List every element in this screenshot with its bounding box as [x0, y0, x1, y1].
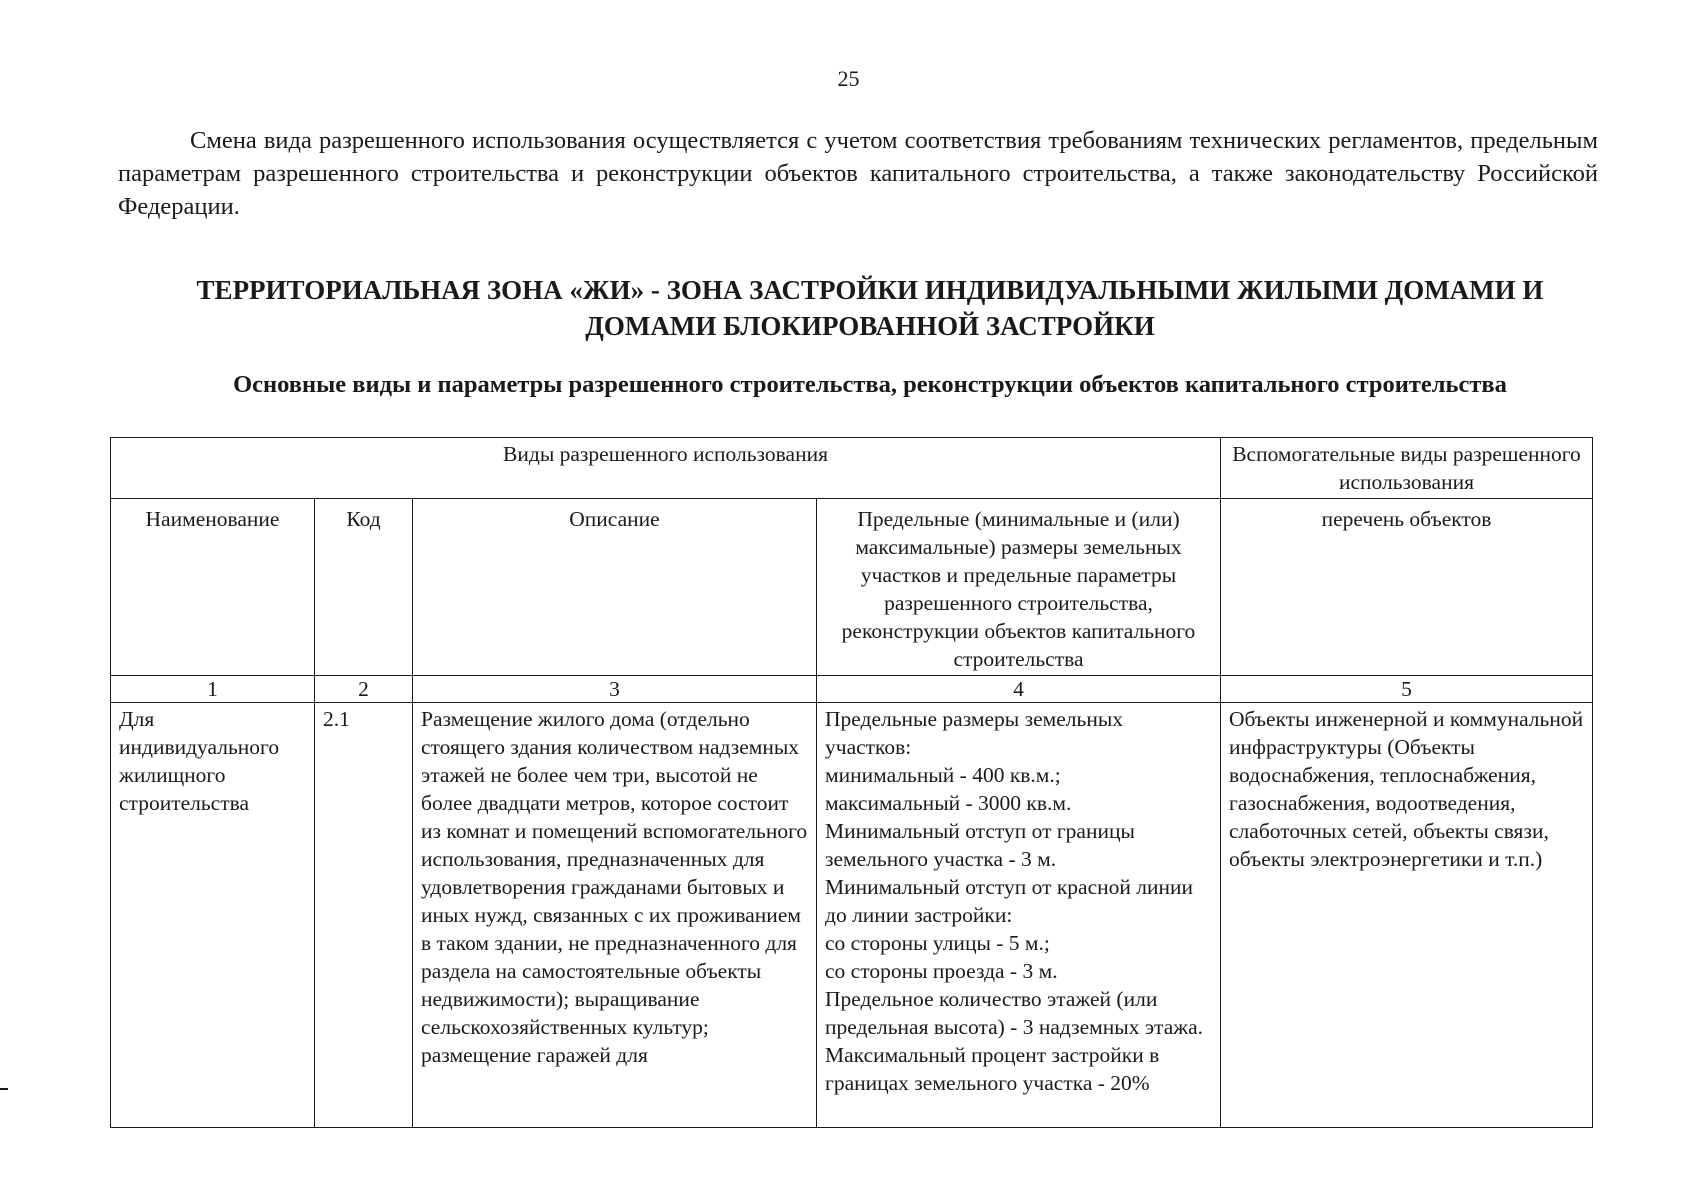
- row-limits-cell: Предельные размеры земельных участков: минимальный - 400 кв.м.; максимальный - 3000 кв.м. Минимальный отступ от границы земельного участка - 3 м. Минимальный отступ от красной линии до линии застройки: со стороны улицы - 5 м.; со стороны проезда - 3 м. Предельное количество этажей (или предельная высота) - 3 надземных этажа. Максимальный процент застройки в границах земельного участка - 20%: [817, 703, 1221, 1128]
- column-number: 4: [817, 676, 1221, 703]
- table-row: [111, 703, 1593, 1128]
- column-header-description: Описание: [413, 499, 817, 676]
- column-number: 5: [1221, 676, 1593, 703]
- section-title: Основные виды и параметры разрешенного строительства, реконструкции объектов капитального строительства: [233, 371, 1507, 398]
- row-name-cell: Для индивидуального жилищного строительства: [111, 703, 315, 1128]
- zone-title: ТЕРРИТОРИАЛЬНАЯ ЗОНА «ЖИ» - ЗОНА ЗАСТРОЙКИ ИНДИВИДУАЛЬНЫМИ ЖИЛЫМИ ДОМАМИ И ДОМАМИ БЛОКИРОВАННОЙ ЗАСТРОЙКИ: [196, 275, 1544, 341]
- column-number: 3: [413, 676, 817, 703]
- column-number: 1: [111, 676, 315, 703]
- column-header-row: [111, 499, 1593, 676]
- column-number: 2: [315, 676, 413, 703]
- group-header-row: [111, 438, 1593, 499]
- row-auxiliary-cell: Объекты инженерной и коммунальной инфраструктуры (Объекты водоснабжения, теплоснабжения, газоснабжения, водоотведения, слаботочных сетей, объекты связи, объекты электроэнергетики и т.п.): [1221, 703, 1593, 1128]
- auxiliary-uses-header: Вспомогательные виды разрешенного использования: [1221, 438, 1593, 499]
- parameters-table: [110, 437, 1593, 1128]
- column-number-row: [111, 676, 1593, 703]
- page-number: 25: [837, 66, 860, 91]
- column-header-objects: перечень объектов: [1221, 499, 1593, 676]
- main-uses-header: Виды разрешенного использования: [111, 438, 1221, 499]
- column-header-limits: Предельные (минимальные и (или) максимальные) размеры земельных участков и предельные параметры разрешенного строительства, реконструкции объектов капитального строительства: [817, 499, 1221, 676]
- row-description-cell: Размещение жилого дома (отдельно стоящего здания количеством надземных этажей не более чем три, высотой не более двадцати метров, которое состоит из комнат и помещений вспомогательного использования, предназначенных для удовлетворения гражданами бытовых и иных нужд, связанных с их проживанием в таком здании, не предназначенного для раздела на самостоятельные объекты недвижимости); выращивание сельскохозяйственных культур; размещение гаражей для: [413, 703, 817, 1128]
- column-header-code: Код: [315, 499, 413, 676]
- margin-mark: [0, 1088, 8, 1090]
- row-code-cell: 2.1: [315, 703, 413, 1128]
- intro-paragraph: Смена вида разрешенного использования осуществляется с учетом соответствия требованиям технических регламентов, предельным параметрам разрешенного строительства и реконструкции объектов капитального строительства, а также законодательству Российской Федерации.: [118, 127, 1598, 220]
- column-header-name: Наименование: [111, 499, 315, 676]
